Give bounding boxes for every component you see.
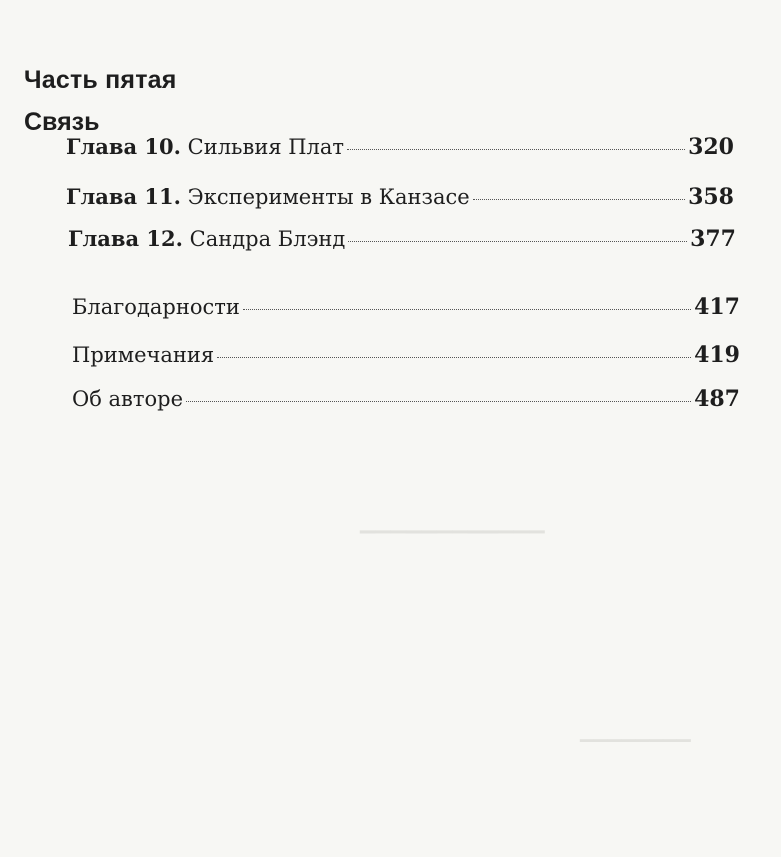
page-number: 419 bbox=[694, 342, 740, 368]
chapter-number: Глава 10. bbox=[66, 134, 181, 159]
chapter-title: Сильвия Плат bbox=[187, 135, 345, 159]
page-number: 377 bbox=[690, 226, 736, 252]
page-number: 487 bbox=[694, 386, 740, 412]
part-title: Часть пятая bbox=[24, 66, 177, 94]
toc-entry-label: Примечания bbox=[72, 343, 215, 367]
bleed-through-text: ▔▔▔▔▔▔▔▔▔▔▔▔ bbox=[360, 530, 545, 554]
part-subtitle: Связь bbox=[24, 108, 100, 136]
dot-leader bbox=[217, 357, 691, 358]
bleed-through-text: ▔▔▔▔▔▔▔▔ bbox=[580, 740, 691, 761]
chapter-title: Сандра Блэнд bbox=[189, 227, 346, 251]
toc-entry-label: Об авторе bbox=[72, 387, 184, 411]
chapter-number: Глава 11. bbox=[66, 184, 181, 209]
toc-entry-label bbox=[66, 184, 470, 209]
dot-leader bbox=[186, 401, 691, 402]
toc-entry-chapter-12 bbox=[68, 226, 736, 252]
toc-entry-about-author bbox=[72, 386, 740, 412]
toc-entry-label bbox=[68, 226, 345, 251]
toc-entry-chapter-11 bbox=[66, 184, 734, 210]
dot-leader bbox=[348, 241, 687, 242]
dot-leader bbox=[347, 149, 685, 150]
toc-entry-label bbox=[66, 134, 344, 159]
chapter-number: Глава 12. bbox=[68, 226, 183, 251]
toc-entry-label: Благодарности bbox=[72, 295, 240, 319]
page-number: 358 bbox=[688, 184, 734, 210]
toc-entry-chapter-10 bbox=[66, 134, 734, 160]
dot-leader bbox=[473, 199, 685, 200]
chapter-title: Эксперименты в Канзасе bbox=[187, 185, 470, 209]
dot-leader bbox=[243, 309, 691, 310]
toc-entry-acknowledgements bbox=[72, 294, 740, 320]
toc-entry-notes bbox=[72, 342, 740, 368]
page-number: 320 bbox=[688, 134, 734, 160]
page-number: 417 bbox=[694, 294, 740, 320]
